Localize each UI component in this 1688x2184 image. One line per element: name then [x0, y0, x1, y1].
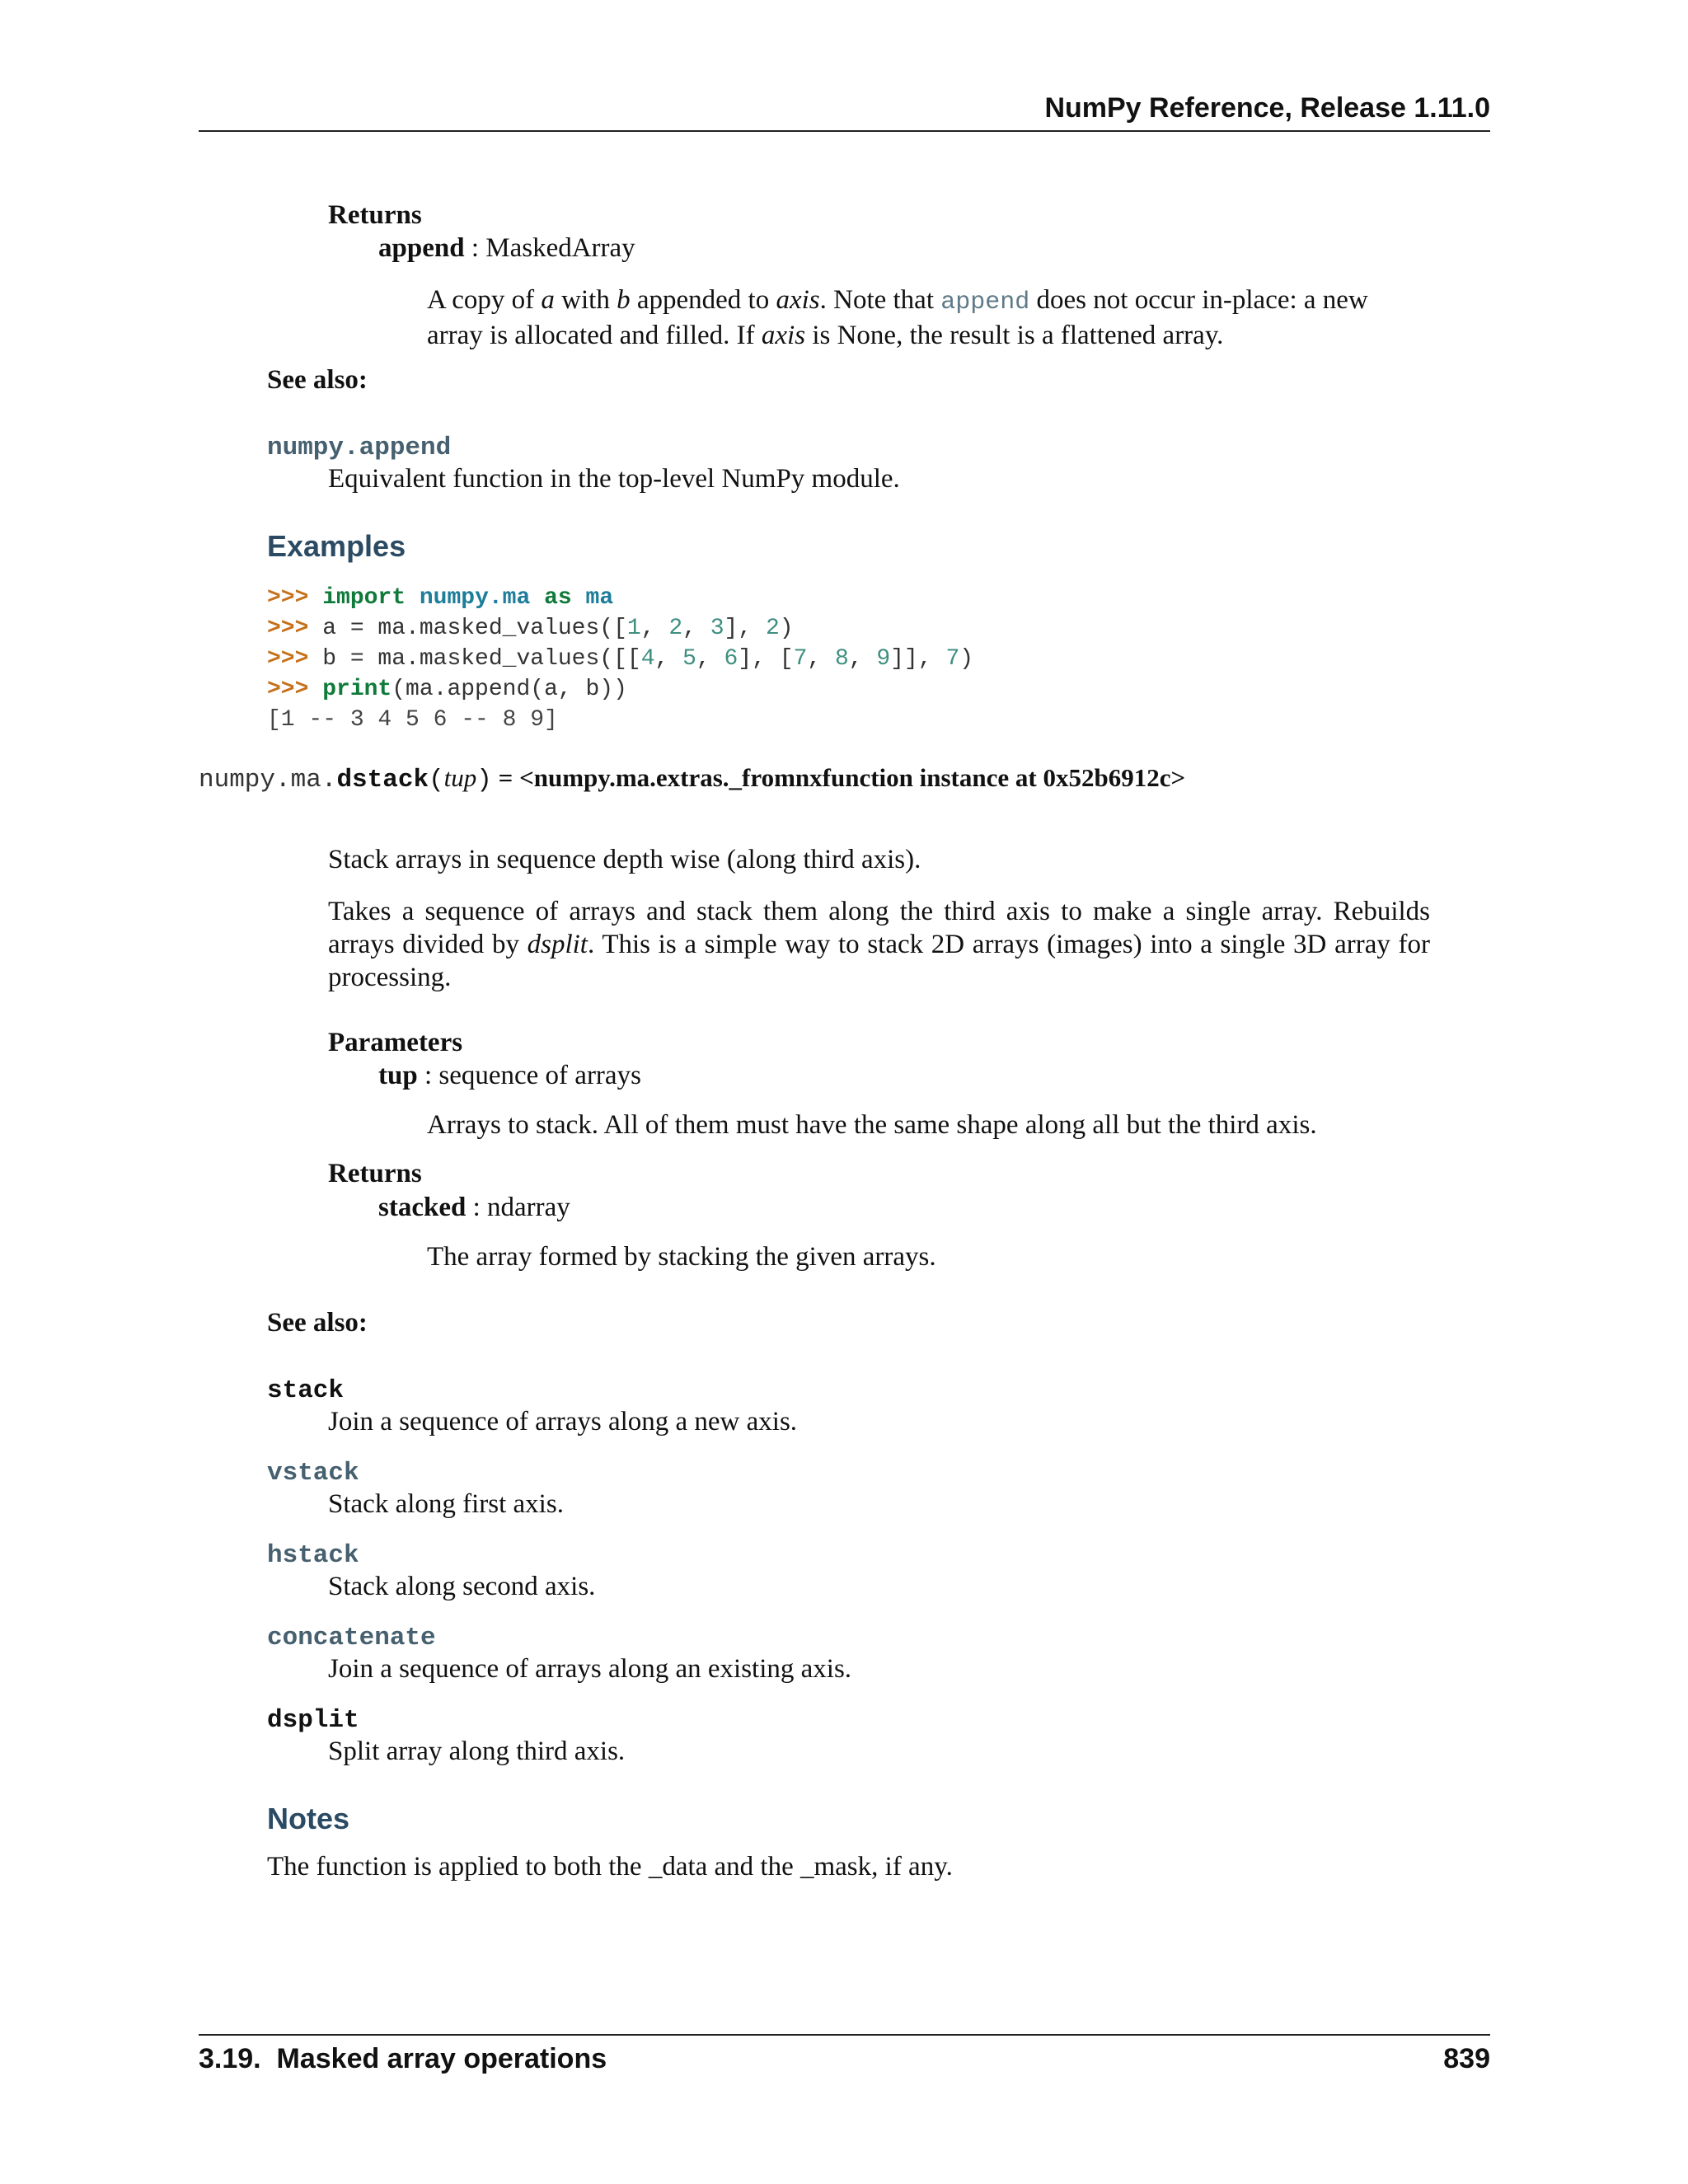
header-rule: [199, 130, 1490, 132]
return-type: MaskedArray: [485, 233, 635, 263]
function-param: tup: [443, 763, 477, 792]
function-signature: numpy.ma.dstack(tup) = <numpy.ma.extras._fromnxfunction instance at 0x52b6912c>: [199, 763, 1186, 794]
return-name: stacked: [378, 1193, 467, 1222]
see-also-label: See also:: [267, 1308, 368, 1338]
running-header: NumPy Reference, Release 1.11.0: [1044, 92, 1490, 124]
see-also-link-concatenate[interactable]: concatenate: [267, 1624, 436, 1652]
see-also-desc: Join a sequence of arrays along a new axis.: [328, 1407, 798, 1436]
return-type: ndarray: [487, 1193, 570, 1222]
see-also-dsplit: dsplit: [267, 1706, 359, 1735]
see-also-link-numpy-append[interactable]: numpy.append: [267, 434, 452, 462]
return-description: The array formed by stacking the given arrays.: [427, 1242, 936, 1272]
see-also-stack: stack: [267, 1376, 345, 1405]
returns-label: Returns: [328, 200, 422, 230]
code-output: [1 -- 3 4 5 6 -- 8 9]: [267, 707, 558, 733]
return-name: append: [378, 233, 465, 263]
function-name: dstack: [336, 766, 429, 794]
see-also-link-vstack[interactable]: vstack: [267, 1459, 359, 1488]
return-description: A copy of a with b appended to axis. Note that append does not occur in-place: a new array is allocated and filled. If axis is None, the result is a flattened array.: [427, 285, 1368, 350]
see-also-desc: Join a sequence of arrays along an existing axis.: [328, 1654, 852, 1684]
footer-rule: [199, 2034, 1490, 2036]
see-also-link-hstack[interactable]: hstack: [267, 1541, 359, 1570]
parameters-label: Parameters: [328, 1028, 463, 1057]
notes-text: The function is applied to both the _data and the _mask, if any.: [267, 1852, 953, 1882]
code-line: >>> print(ma.append(a, b)): [267, 677, 627, 702]
page-number: 839: [1443, 2043, 1490, 2074]
return-separator: :: [464, 233, 486, 263]
code-line: >>> import numpy.ma as ma: [267, 585, 614, 611]
see-also-desc: Split array along third axis.: [328, 1736, 626, 1766]
examples-heading: Examples: [267, 529, 406, 563]
param-type: sequence of arrays: [438, 1061, 641, 1090]
param-name: tup: [378, 1061, 418, 1090]
append-inline-link[interactable]: append: [940, 288, 1030, 316]
see-also-desc: Stack along second axis.: [328, 1572, 596, 1601]
code-line: >>> b = ma.masked_values([[4, 5, 6], [7, 8, 9]], 7): [267, 646, 974, 672]
see-also-desc: Stack along first axis.: [328, 1489, 564, 1519]
code-line: >>> a = ma.masked_values([1, 2, 3], 2): [267, 616, 794, 641]
return-field: [378, 233, 635, 264]
param-description: Arrays to stack. All of them must have the same shape along all but the third axis.: [427, 1110, 1317, 1140]
footer-section-title: 3.19. Masked array operations: [199, 2043, 607, 2074]
notes-heading: Notes: [267, 1802, 350, 1835]
return-field: stacked : ndarray: [378, 1193, 570, 1222]
dstack-description: Takes a sequence of arrays and stack them along the third axis to make a single array. Rebuilds arrays divided by dsplit. This is a simple way to stack 2D arrays (images) into a single 3D array for processing.: [328, 897, 1430, 992]
param-field: tup : sequence of arrays: [378, 1061, 641, 1090]
see-also-desc: Equivalent function in the top-level NumPy module.: [328, 464, 900, 494]
see-also-label: See also:: [267, 365, 368, 395]
returns-label: Returns: [328, 1159, 422, 1188]
dstack-summary: Stack arrays in sequence depth wise (along third axis).: [328, 845, 921, 874]
